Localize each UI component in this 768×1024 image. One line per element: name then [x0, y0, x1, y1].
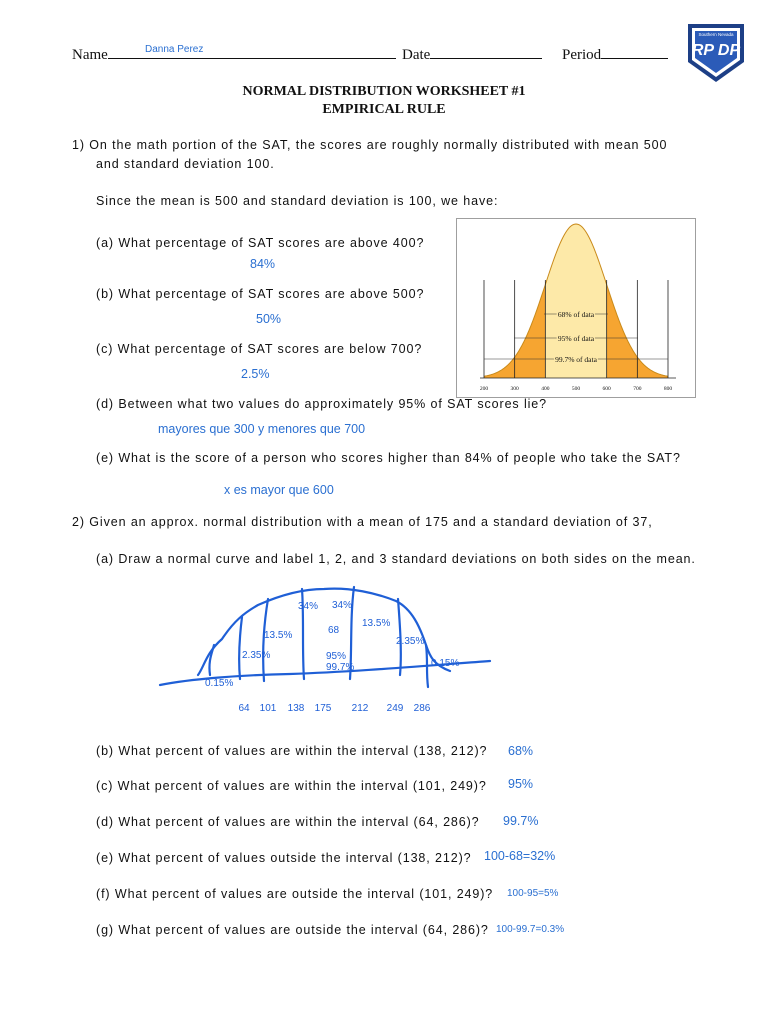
student-name: Danna Perez: [145, 44, 204, 55]
name-label: Name: [72, 47, 108, 63]
q1e-answer[interactable]: x es mayor que 600: [224, 483, 334, 497]
q2e-answer[interactable]: 100-68=32%: [484, 849, 556, 863]
period-underline[interactable]: [601, 46, 668, 59]
name-field-row: [72, 46, 396, 64]
label-997: 99.7% of data: [555, 355, 597, 364]
q2a-question: (a) Draw a normal curve and label 1, 2, and 3 standard deviations on both sides on the mean.: [96, 552, 696, 566]
sketch-x-label: 212: [351, 703, 369, 714]
sketch-34-left: 34%: [298, 601, 319, 612]
q2f-question: (f) What percent of values are outside the interval (101, 249)?: [96, 887, 494, 901]
q1-intro-line2: and standard deviation 100.: [96, 157, 275, 171]
sketch-x-label: 101: [259, 703, 277, 714]
q2b-question: (b) What percent of values are within the interval (138, 212)?: [96, 744, 488, 758]
hand-drawn-normal-curve: [150, 575, 510, 725]
sketch-135-left: 13.5%: [264, 630, 293, 641]
q1e-question: (e) What is the score of a person who scores higher than 84% of people who take the SAT?: [96, 451, 681, 465]
figure-tick-label: 500: [571, 386, 581, 392]
q1b-question: (b) What percentage of SAT scores are above 500?: [96, 287, 425, 301]
sketch-68-note: 68: [328, 625, 340, 636]
q1b-answer[interactable]: 50%: [256, 312, 282, 326]
q2g-question: (g) What percent of values are outside the interval (64, 286)?: [96, 923, 489, 937]
sketch-x-label: 138: [287, 703, 305, 714]
sketch-34-right: 34%: [332, 600, 353, 611]
sketch-015-right: 0.15%: [431, 658, 460, 669]
q2-intro: 2) Given an approx. normal distribution with a mean of 175 and a standard deviation of 37,: [72, 515, 653, 529]
q1-since-text: Since the mean is 500 and standard deviation is 100, we have:: [96, 194, 499, 208]
q2c-question: (c) What percent of values are within the interval (101, 249)?: [96, 779, 487, 793]
sketch-x-label: 175: [314, 703, 332, 714]
figure-tick-label: 600: [602, 386, 611, 392]
sketch-235-right: 2.35%: [396, 636, 425, 647]
sketch-135-right: 13.5%: [362, 618, 391, 629]
worksheet-title: NORMAL DISTRIBUTION WORKSHEET #1: [242, 84, 526, 99]
worksheet-subtitle: EMPIRICAL RULE: [322, 102, 446, 117]
sketch-x-label: 286: [413, 703, 431, 714]
label-68: 68% of data: [557, 310, 595, 319]
q1a-question: (a) What percentage of SAT scores are above 400?: [96, 236, 425, 250]
sketch-curve: [198, 589, 450, 675]
sketch-x-label: 64: [238, 703, 250, 714]
q2e-question: (e) What percent of values outside the interval (138, 212)?: [96, 851, 472, 865]
sketch-x-label: 249: [386, 703, 404, 714]
figure-tick-label: 300: [510, 386, 519, 392]
q2c-answer[interactable]: 95%: [508, 777, 534, 791]
sketch-95-note: 95%: [326, 651, 347, 662]
logo-subtext: Southern Nevada: [698, 32, 734, 37]
q1-intro-line1: 1) On the math portion of the SAT, the scores are roughly normally distributed with mean 500: [72, 138, 668, 152]
sketch-x-labels: [238, 703, 430, 714]
q1d-question: (d) Between what two values do approximately 95% of SAT scores lie?: [96, 397, 548, 411]
q2d-answer[interactable]: 99.7%: [503, 814, 539, 828]
figure-tick-label: 700: [633, 386, 642, 392]
logo-text: RP DP: [691, 42, 741, 59]
sketch-015-left: 0.15%: [205, 678, 234, 689]
figure-tick-label: 200: [479, 386, 489, 392]
q2b-answer[interactable]: 68%: [508, 744, 534, 758]
q2f-answer[interactable]: 100-95=5%: [507, 888, 559, 899]
sketch-997-note: 99.7%: [326, 662, 355, 673]
period-label: Period: [562, 47, 602, 63]
q2g-answer[interactable]: 100-99.7=0.3%: [496, 924, 565, 935]
figure-tick-label: 800: [663, 386, 673, 392]
sketch-235-left: 2.35%: [242, 650, 271, 661]
q1c-answer[interactable]: 2.5%: [241, 367, 270, 381]
date-underline[interactable]: [430, 46, 542, 59]
q2d-question: (d) What percent of values are within the interval (64, 286)?: [96, 815, 480, 829]
label-95: 95% of data: [557, 334, 595, 343]
normal-distribution-figure: [456, 218, 696, 398]
rpdp-logo: [682, 22, 750, 84]
period-field-row: [562, 46, 668, 64]
q1d-answer[interactable]: mayores que 300 y menores que 700: [158, 422, 366, 436]
q1c-question: (c) What percentage of SAT scores are below 700?: [96, 342, 423, 356]
date-label: Date: [402, 47, 431, 63]
q1a-answer[interactable]: 84%: [250, 257, 276, 271]
figure-tick-label: 400: [541, 386, 550, 392]
date-field-row: [402, 46, 542, 64]
